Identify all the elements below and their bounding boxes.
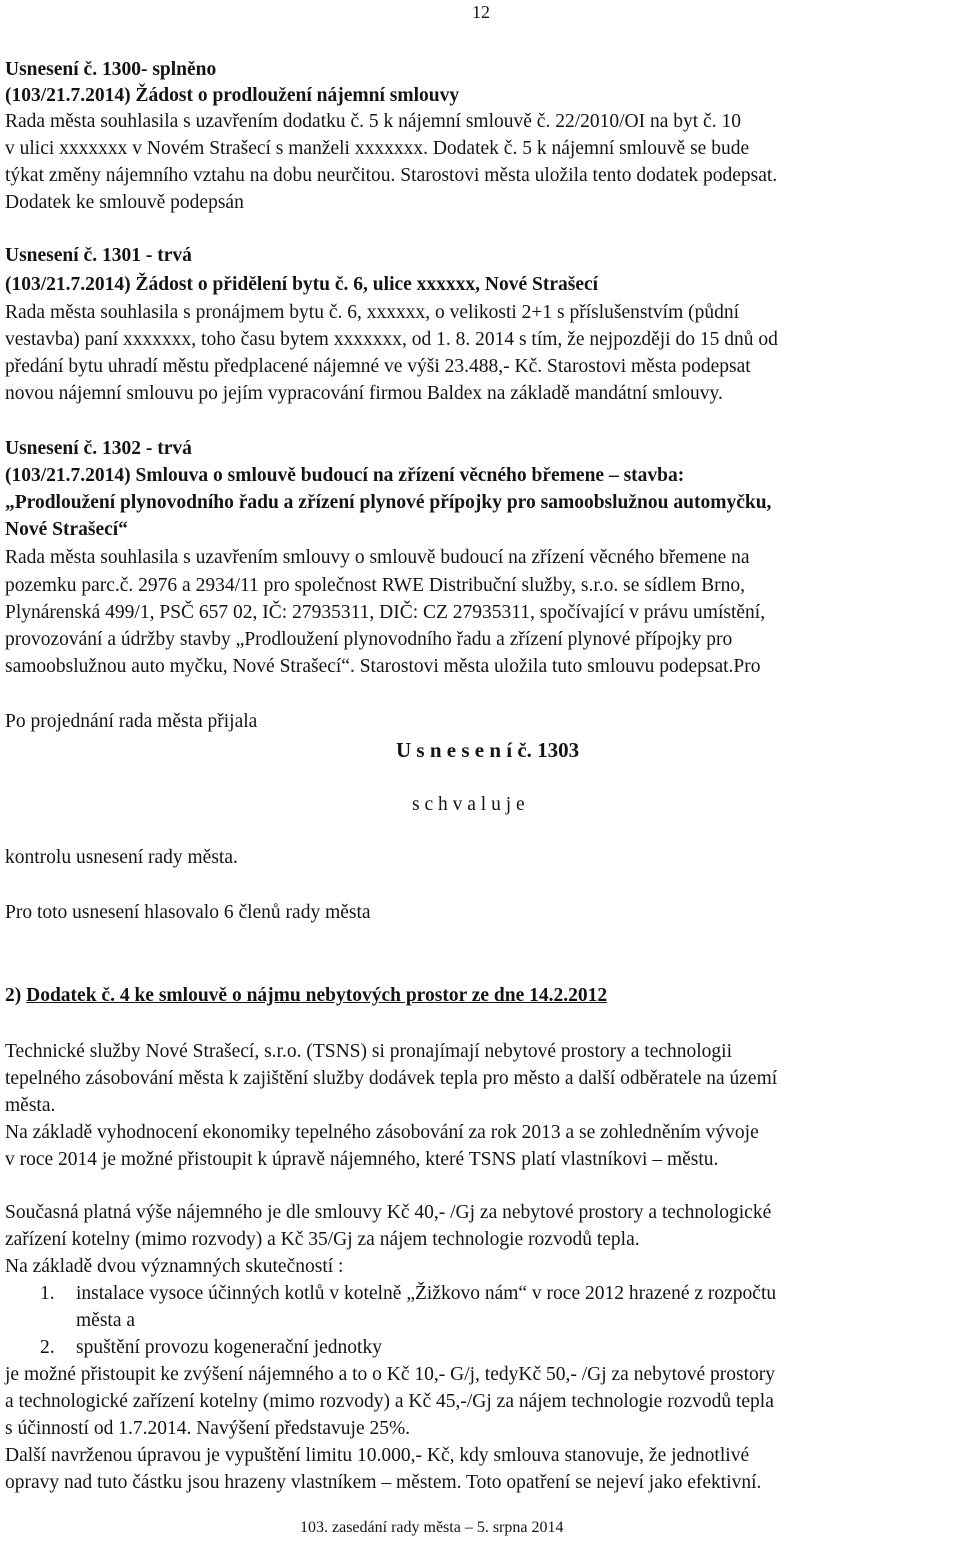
- item-2-paragraph-line: tepelného zásobování města k zajištění služby dodávek tepla pro město a další odběratele na území: [5, 1068, 778, 1089]
- resolution-1303-heading: U s n e s e n í č. 1303: [396, 738, 580, 762]
- item-2-paragraph-line: je možné přistoupit ke zvýšení nájemného a to o Kč 10,- G/j, tedyKč 50,- /Gj za nebytové prostory: [5, 1364, 776, 1385]
- resolution-1302-title-line: (103/21.7.2014) Smlouva o smlouvě budoucí na zřízení věcného břemene – stavba:: [5, 465, 685, 486]
- resolution-1301-text-line: předání bytu uhradí městu předplacené nájemné ve výši 23.488,- Kč. Starostovi města podepsat: [5, 356, 751, 377]
- list-item-text: města a: [76, 1310, 136, 1331]
- resolution-1301-title: (103/21.7.2014) Žádost o přidělení bytu č. 6, ulice xxxxxx, Nové Strašecí: [5, 274, 599, 295]
- item-2-paragraph-line: opravy nad tuto částku jsou hrazeny vlastníkem – městem. Toto opatření se nejeví jako efektivní.: [5, 1472, 762, 1493]
- resolution-1301-text-line: Rada města souhlasila s pronájmem bytu č. 6, xxxxxx, o velikosti 2+1 s příslušenstvím (půdní: [5, 302, 740, 323]
- item-2-paragraph-line: zařízení kotelny (mimo rozvody) a Kč 35/Gj za nájem technologie rozvodů tepla.: [5, 1229, 640, 1250]
- resolution-1302-title-line: Nové Strašecí“: [5, 519, 128, 540]
- resolution-1302-text-line: pozemku parc.č. 2976 a 2934/11 pro společnost RWE Distribuční služby, s.r.o. se sídlem Brno,: [5, 575, 745, 596]
- item-2-title: Dodatek č. 4 ke smlouvě o nájmu nebytových prostor ze dne 14.2.2012: [26, 985, 608, 1006]
- page-number: 12: [472, 2, 490, 22]
- resolution-1302-text-line: Rada města souhlasila s uzavřením smlouvy o smlouvě budoucí na zřízení věcného břemene na: [5, 547, 750, 568]
- item-2-paragraph-line: Současná platná výše nájemného je dle smlouvy Kč 40,- /Gj za nebytové prostory a technologické: [5, 1202, 772, 1223]
- list-item-text: spuštění provozu kogenerační jednotky: [76, 1337, 382, 1358]
- list-item-text: instalace vysoce účinných kotlů v kotelně „Žižkovo nám“ v roce 2012 hrazené z rozpočtu: [76, 1283, 777, 1304]
- resolution-1300-text-line: v ulici xxxxxxx v Novém Strašecí s manželi xxxxxxx. Dodatek č. 5 k nájemní smlouvě se bude: [5, 138, 750, 159]
- list-item-number: 2.: [40, 1337, 55, 1358]
- resolution-1302-text-line: Plynárenská 499/1, PSČ 657 02, IČ: 27935311, DIČ: CZ 27935311, spočívající v právu umístění,: [5, 602, 766, 623]
- item-2-paragraph-line: Další navrženou úpravou je vypuštění limitu 10.000,- Kč, kdy smlouva stanovuje, že jednotlivé: [5, 1445, 750, 1466]
- item-2-paragraph-line: Na základě vyhodnocení ekonomiky tepelného zásobování za rok 2013 a se zohledněním vývoje: [5, 1122, 759, 1143]
- resolution-1302-title-line: „Prodloužení plynovodního řadu a zřízení plynové přípojky pro samoobslužnou automyčku,: [5, 492, 772, 513]
- item-2-paragraph-line: města.: [5, 1095, 56, 1116]
- item-2-paragraph-line: v roce 2014 je možné přistoupit k úpravě nájemného, které TSNS platí vlastníkovi – městu.: [5, 1149, 719, 1170]
- resolution-1302-heading: Usnesení č. 1302 - trvá: [5, 438, 192, 459]
- resolution-1300-text-line: Dodatek ke smlouvě podepsán: [5, 192, 244, 213]
- resolution-1300-heading: Usnesení č. 1300- splněno: [5, 59, 217, 80]
- resolution-1303-vote: Pro toto usnesení hlasovalo 6 členů rady města: [5, 902, 371, 923]
- resolution-1302-text-line: provozování a údržby stavby „Prodloužení plynovodního řadu a zřízení plynové přípojky pro: [5, 629, 733, 650]
- list-item-number: 1.: [40, 1283, 55, 1304]
- item-2-paragraph-line: Na základě dvou významných skutečností :: [5, 1256, 344, 1277]
- resolution-1300-text-line: týkat změny nájemního vztahu na dobu neurčitou. Starostovi města uložila tento dodatek podepsat.: [5, 165, 778, 186]
- resolution-1300-title: (103/21.7.2014) Žádost o prodloužení nájemní smlouvy: [5, 85, 460, 106]
- item-2-paragraph-line: s účinností od 1.7.2014. Navýšení představuje 25%.: [5, 1418, 411, 1439]
- resolution-1301-heading: Usnesení č. 1301 - trvá: [5, 245, 192, 266]
- item-2-paragraph-line: a technologické zařízení kotelny (mimo rozvody) a Kč 45,-/Gj za nájem technologie rozvodů tepla: [5, 1391, 774, 1412]
- item-2-number: 2): [5, 985, 22, 1006]
- resolution-1303-verb: s c h v a l u j e: [412, 794, 525, 815]
- resolution-1300-text-line: Rada města souhlasila s uzavřením dodatku č. 5 k nájemní smlouvě č. 22/2010/OI na byt č. 10: [5, 111, 741, 132]
- item-2-paragraph-line: Technické služby Nové Strašecí, s.r.o. (TSNS) si pronajímají nebytové prostory a technologii: [5, 1041, 733, 1062]
- page-footer: 103. zasedání rady města – 5. srpna 2014: [300, 1519, 564, 1536]
- resolution-1302-text-line: samoobslužnou auto myčku, Nové Strašecí“. Starostovi města uložila tuto smlouvu podepsat.Pro: [5, 656, 761, 677]
- resolution-1301-text-line: vestavba) paní xxxxxxx, toho času bytem xxxxxxx, od 1. 8. 2014 s tím, že nejpozději do 15 dnů od: [5, 329, 778, 350]
- item-2-heading: [5, 983, 607, 1009]
- resolution-1301-text-line: novou nájemní smlouvu po jejím vypracování firmou Baldex na základě mandátní smlouvy.: [5, 383, 723, 404]
- resolution-1303-intro: Po projednání rada města přijala: [5, 711, 258, 732]
- resolution-1303-text: kontrolu usnesení rady města.: [5, 847, 238, 868]
